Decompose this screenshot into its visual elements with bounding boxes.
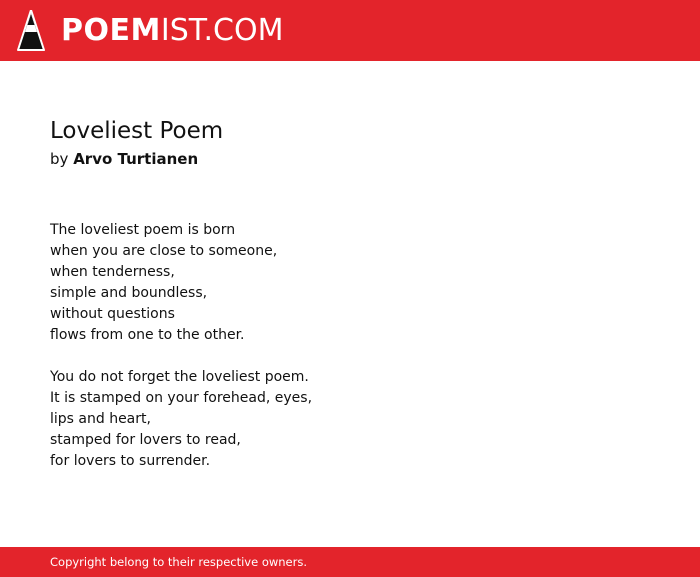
poem-line: The loveliest poem is born xyxy=(50,222,236,238)
site-header xyxy=(0,0,700,61)
poem-stanza-1 xyxy=(50,220,650,346)
poem-stanza-2 xyxy=(50,367,650,472)
poem-line: stamped for lovers to read, xyxy=(50,432,241,448)
poem-body xyxy=(50,220,650,472)
poem-line: when you are close to someone, xyxy=(50,243,278,259)
poem-line: when tenderness, xyxy=(50,264,175,280)
poem-content xyxy=(50,114,650,493)
poem-line: It is stamped on your forehead, eyes, xyxy=(50,390,313,406)
poem-title: Loveliest Poem xyxy=(50,118,224,144)
poem-line: You do not forget the loveliest poem. xyxy=(50,369,309,385)
site-footer xyxy=(0,547,700,577)
logo-light-text: IST.COM xyxy=(160,13,284,48)
poem-author: Arvo Turtianen xyxy=(73,150,199,168)
by-label: by xyxy=(50,150,69,168)
poem-byline xyxy=(50,148,650,170)
logo-bold-text: POEM xyxy=(61,13,161,48)
poem-line: for lovers to surrender. xyxy=(50,453,211,469)
poem-line: flows from one to the other. xyxy=(50,327,245,343)
pencil-tip-icon[interactable] xyxy=(17,10,45,52)
poem-line: lips and heart, xyxy=(50,411,151,427)
poem-line: simple and boundless, xyxy=(50,285,208,301)
copyright-notice: Copyright belong to their respective owners. xyxy=(50,555,308,569)
poem-line: without questions xyxy=(50,306,175,322)
site-logo-link[interactable] xyxy=(61,11,283,51)
